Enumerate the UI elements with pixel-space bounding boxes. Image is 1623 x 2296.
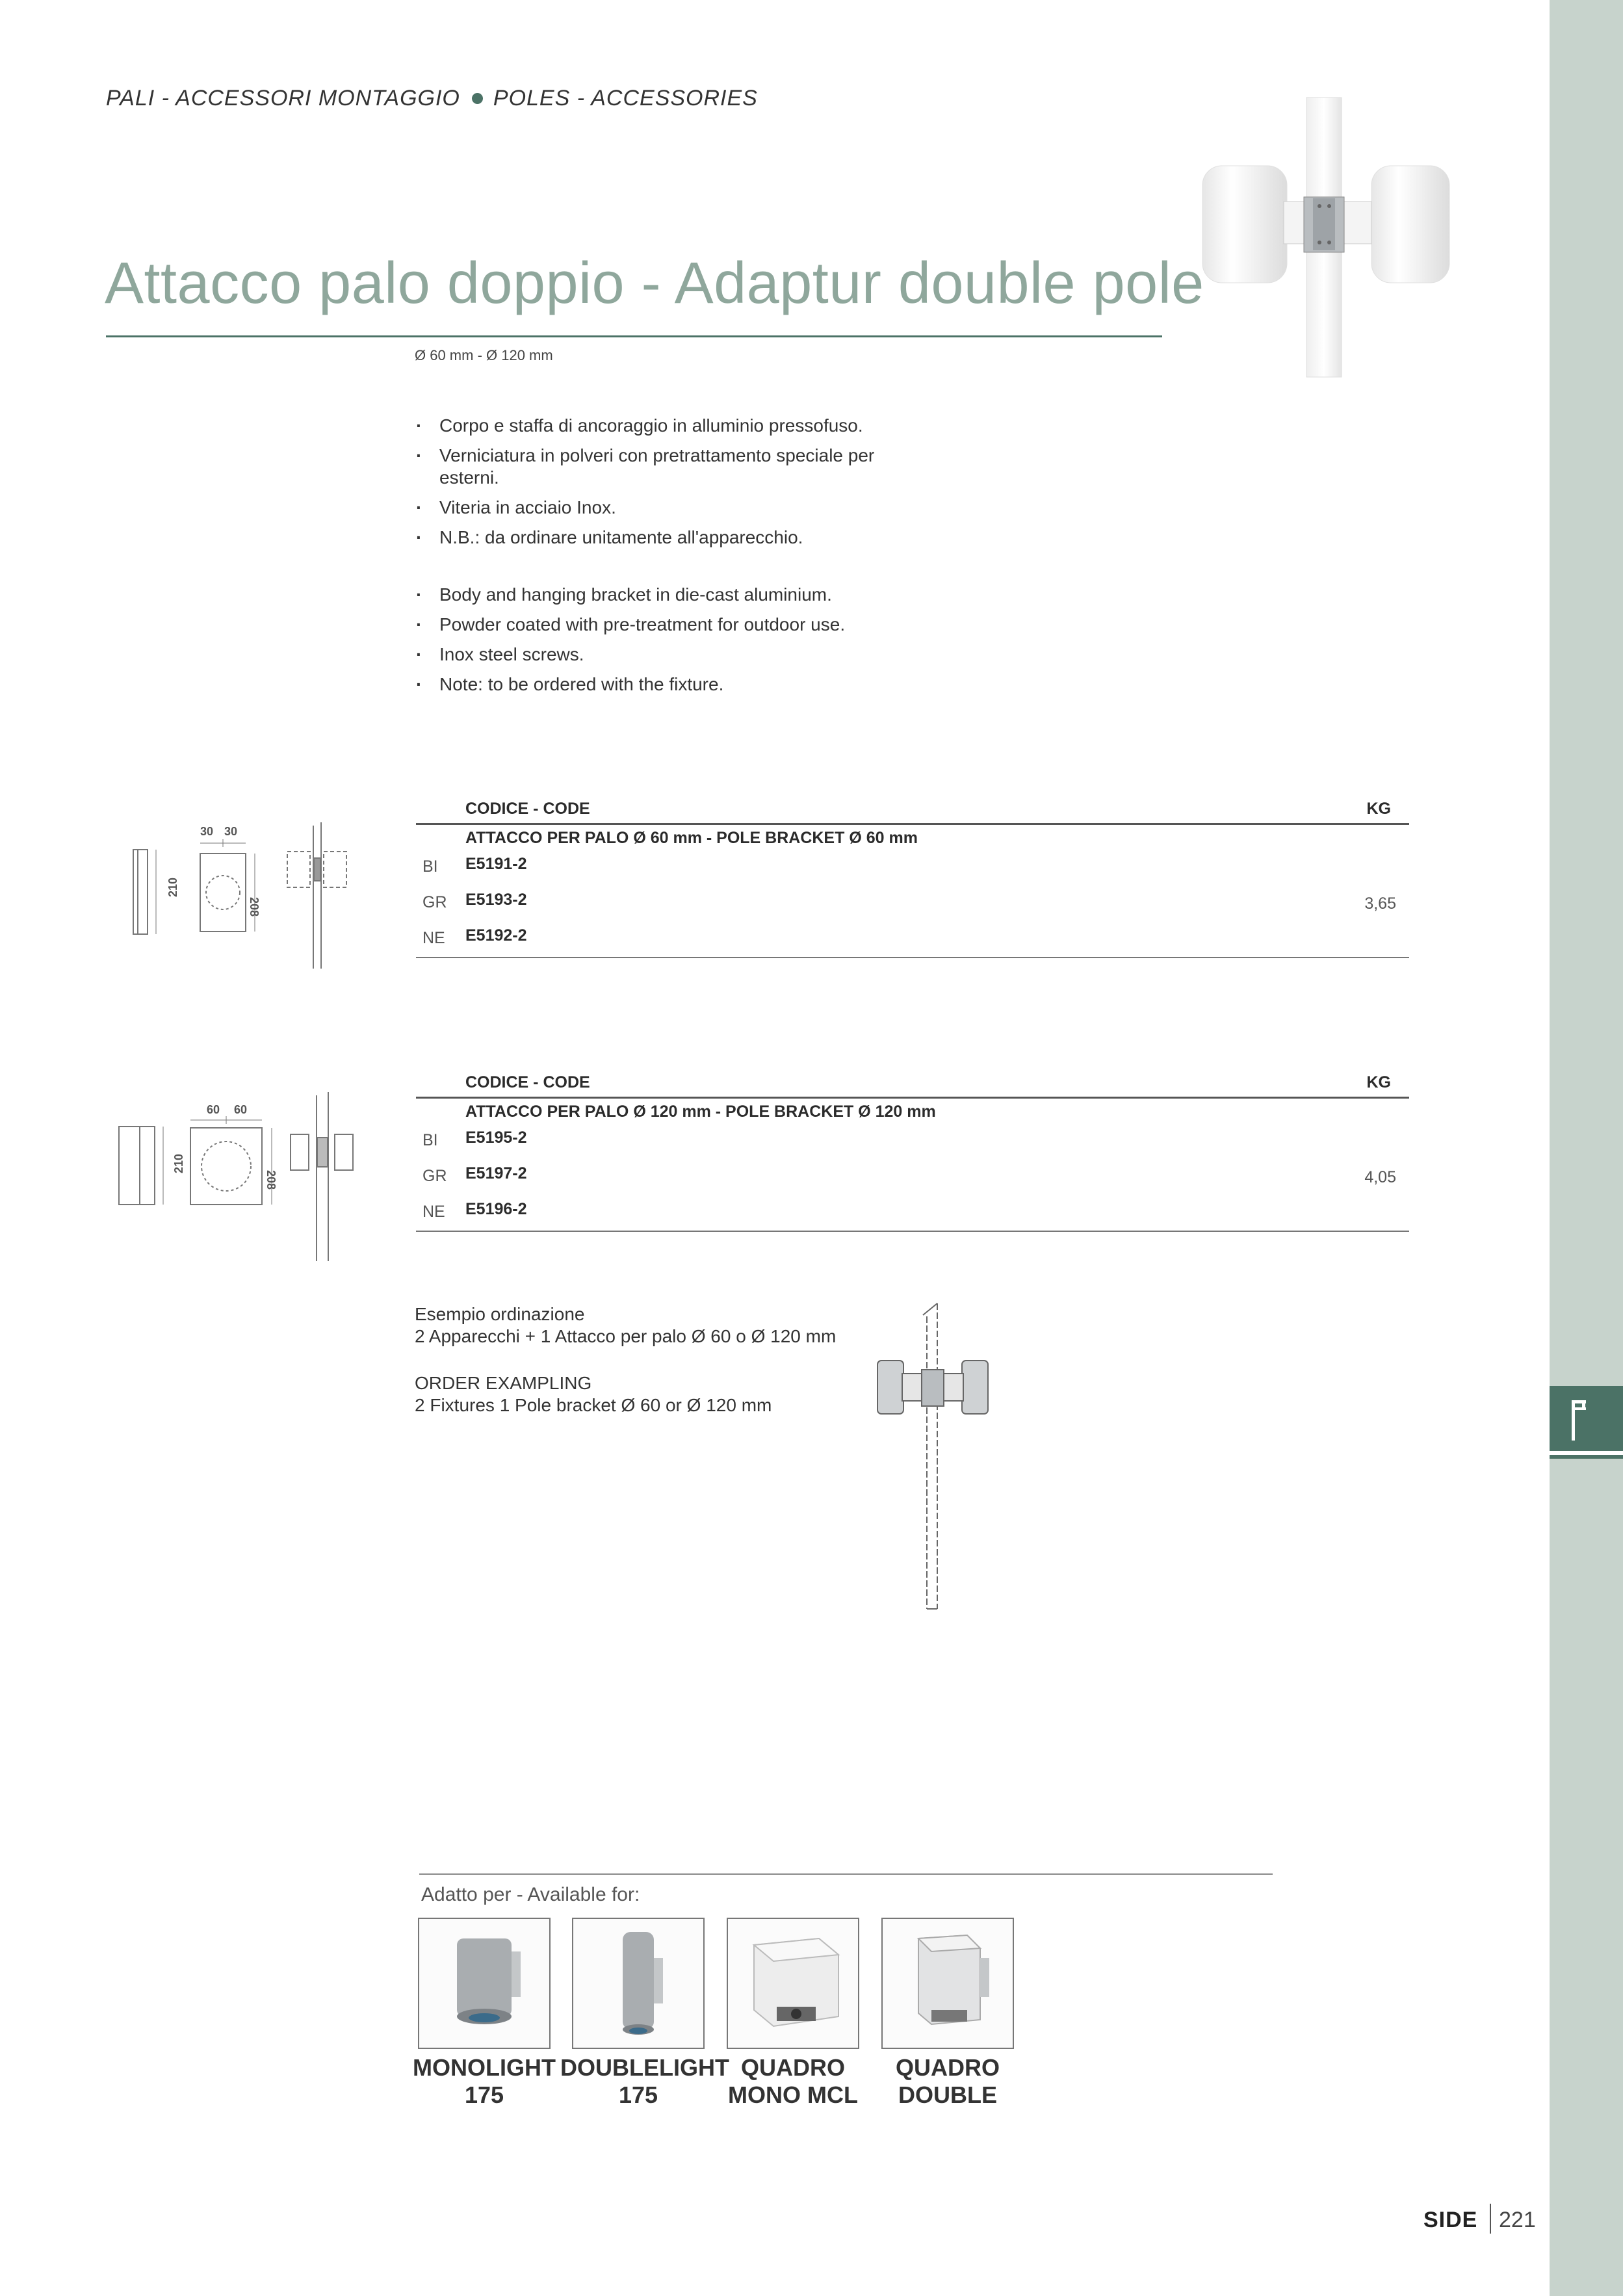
- product-code: E5191-2: [465, 855, 527, 873]
- dim-height: 210: [172, 1153, 185, 1173]
- footer-separator: [1490, 2204, 1491, 2234]
- quadro-mono-icon: [728, 1919, 858, 2048]
- finish-code: BI: [422, 1131, 438, 1149]
- compatible-product-doublelight[interactable]: [572, 1918, 705, 2049]
- order-example-text-it: 2 Apparecchi + 1 Attacco per palo Ø 60 o Ø 120 mm: [415, 1326, 837, 1346]
- quadro-double-icon: [883, 1919, 1013, 2048]
- order-example-title-it: Esempio ordinazione: [415, 1304, 585, 1324]
- monolight-icon: [419, 1919, 549, 2048]
- order-example-drawing: [864, 1297, 1014, 1615]
- features-list-en: [416, 584, 884, 703]
- feature-item: · Inox steel screws.: [416, 644, 884, 666]
- bracket-size-label: ATTACCO PER PALO Ø 60 mm - POLE BRACKET Ø 60 mm: [465, 829, 918, 847]
- label-line-2: MONO MCL: [728, 2081, 858, 2108]
- breadcrumb-it: PALI - ACCESSORI MONTAGGIO: [106, 86, 460, 111]
- label-line-2: 175: [464, 2081, 504, 2108]
- compatible-product-monolight[interactable]: [418, 1918, 551, 2049]
- weight-value: 4,05: [1364, 1168, 1396, 1186]
- table-row: [416, 1195, 1409, 1232]
- product-code: E5197-2: [465, 1164, 527, 1182]
- product-table-120: [416, 1068, 1409, 1232]
- label-line-2: DOUBLE: [898, 2081, 997, 2108]
- available-for-label: Adatto per - Available for:: [421, 1884, 640, 1905]
- col-header-code: CODICE - CODE: [465, 1073, 590, 1091]
- table-subheader: [416, 1099, 1409, 1123]
- dim-width-2: 30: [224, 825, 238, 838]
- product-hero-image: [1189, 94, 1462, 380]
- finish-code: NE: [422, 929, 445, 947]
- side-color-band: [1550, 0, 1623, 2296]
- finish-code: GR: [422, 893, 447, 911]
- label-line-1: MONOLIGHT: [413, 2054, 556, 2081]
- dim-width-1: 60: [207, 1103, 220, 1116]
- product-code: E5192-2: [465, 926, 527, 945]
- label-line-1: DOUBLELIGHT: [560, 2054, 729, 2081]
- section-tab-underline: [1550, 1451, 1623, 1455]
- bracket-size-label: ATTACCO PER PALO Ø 120 mm - POLE BRACKET Ø 120 mm: [465, 1102, 936, 1121]
- compatible-product-quadro-mono-mcl[interactable]: [727, 1918, 859, 2049]
- finish-code: GR: [422, 1167, 447, 1185]
- breadcrumb-en: POLES - ACCESSORIES: [493, 86, 758, 111]
- page-number: 221: [1499, 2208, 1536, 2232]
- pole-icon: [1550, 1386, 1623, 1451]
- finish-code: BI: [422, 857, 438, 876]
- table-row: [416, 1159, 1409, 1195]
- page-title: Attacco palo doppio - Adaptur double pole: [105, 251, 1204, 316]
- features-list-it: [416, 415, 884, 556]
- col-header-kg: KG: [1366, 1073, 1391, 1091]
- table-row: [416, 885, 1409, 921]
- table-subheader: [416, 825, 1409, 850]
- compatible-label: [560, 2054, 729, 2109]
- table-header: [416, 794, 1409, 825]
- label-line-2: 175: [618, 2081, 658, 2108]
- dim-width-1: 30: [200, 825, 214, 838]
- diameter-subtitle: Ø 60 mm - Ø 120 mm: [415, 347, 553, 363]
- finish-code: NE: [422, 1203, 445, 1221]
- order-example-title-en: ORDER EXAMPLING: [415, 1373, 592, 1393]
- product-code: E5193-2: [465, 891, 527, 909]
- feature-item: · N.B.: da ordinare unitamente all'apparecchio.: [416, 527, 884, 549]
- doublelight-icon: [573, 1919, 703, 2048]
- order-example: [415, 1303, 935, 1441]
- label-line-1: QUADRO: [741, 2054, 845, 2081]
- feature-item: · Powder coated with pre-treatment for outdoor use.: [416, 614, 884, 636]
- feature-item: · Note: to be ordered with the fixture.: [416, 673, 884, 696]
- weight-value: 3,65: [1364, 894, 1396, 913]
- compatible-label: [870, 2054, 1026, 2109]
- table-row: [416, 921, 1409, 958]
- available-for-divider: [419, 1873, 1273, 1875]
- order-example-text-en: 2 Fixtures 1 Pole bracket Ø 60 or Ø 120 mm: [415, 1395, 772, 1415]
- col-header-code: CODICE - CODE: [465, 800, 590, 818]
- footer-brand: SIDE: [1423, 2208, 1478, 2232]
- feature-item: · Corpo e staffa di ancoraggio in alluminio pressofuso.: [416, 415, 884, 437]
- feature-item: · Verniciatura in polveri con pretrattamento speciale per esterni.: [416, 445, 884, 489]
- dim-width-2: 60: [234, 1103, 248, 1116]
- breadcrumb: [106, 86, 758, 111]
- label-line-1: QUADRO: [896, 2054, 1000, 2081]
- table-row: [416, 1123, 1409, 1159]
- product-code: E5195-2: [465, 1128, 527, 1147]
- breadcrumb-dot-icon: [472, 93, 483, 104]
- dim-height-inner: 208: [265, 1170, 278, 1190]
- product-code: E5196-2: [465, 1200, 527, 1218]
- table-row: [416, 850, 1409, 885]
- dim-height: 210: [166, 877, 179, 897]
- col-header-kg: KG: [1366, 800, 1391, 818]
- dim-height-inner: 208: [248, 897, 261, 917]
- feature-item: · Body and hanging bracket in die-cast aluminium.: [416, 584, 884, 606]
- title-divider: [106, 335, 1162, 337]
- product-table-60: [416, 794, 1409, 958]
- table-header: [416, 1068, 1409, 1099]
- compatible-label: [406, 2054, 562, 2109]
- compatible-product-quadro-double[interactable]: [881, 1918, 1014, 2049]
- compatible-label: [715, 2054, 871, 2109]
- feature-item: · Viteria in acciaio Inox.: [416, 497, 884, 519]
- technical-drawing-120: [114, 1089, 374, 1264]
- technical-drawing-60: [117, 816, 370, 972]
- section-tab[interactable]: [1550, 1386, 1623, 1459]
